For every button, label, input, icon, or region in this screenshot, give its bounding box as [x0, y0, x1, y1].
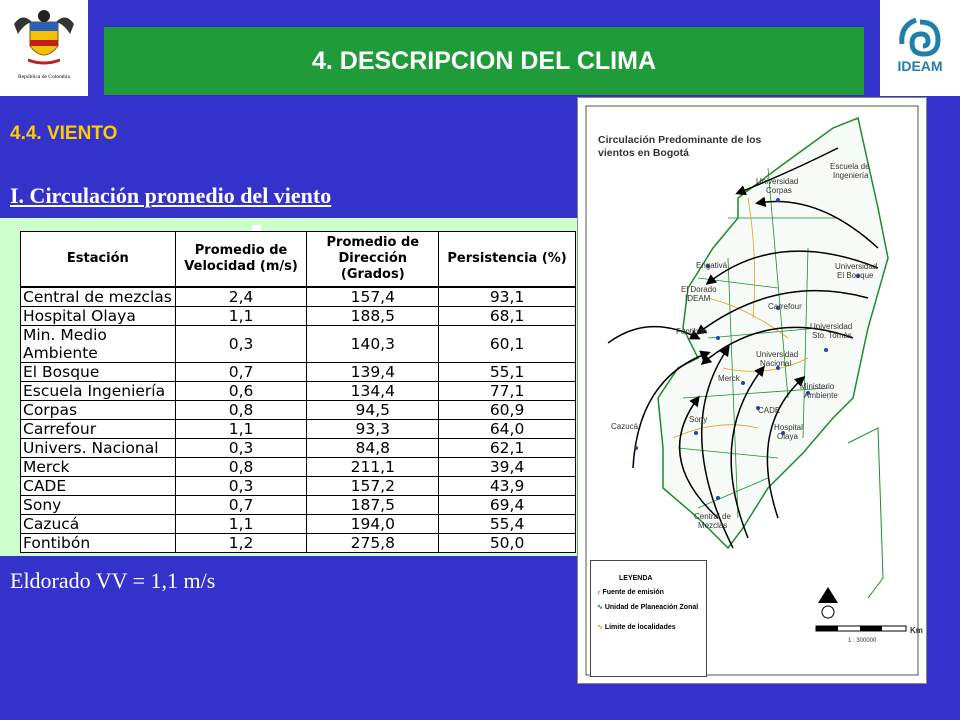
direction-cell: 275,8 [307, 534, 439, 553]
section-heading: I. Circulación promedio del viento [10, 183, 332, 208]
table-row [21, 458, 576, 477]
map-label: Mezclas [698, 521, 728, 530]
persistence-cell: 55,1 [439, 363, 576, 382]
table-row [21, 307, 576, 326]
legend-title: LEYENDA [619, 575, 653, 582]
map-label: Central de [694, 512, 731, 521]
col-direction: Promedio de Dirección (Grados) [307, 232, 439, 288]
direction-cell: 188,5 [307, 307, 439, 326]
persistence-cell: 69,4 [439, 496, 576, 515]
map-label: CADE [758, 406, 781, 415]
speed-cell: 0,7 [175, 363, 307, 382]
map-title: Circulación Predominante de los vientos en Bogotá [598, 134, 762, 159]
speed-cell: 1,1 [175, 307, 307, 326]
station-cell: Univers. Nacional [21, 439, 176, 458]
direction-cell: 194,0 [307, 515, 439, 534]
table-row [21, 401, 576, 420]
upz-line-icon: ∿ [597, 604, 603, 611]
persistence-cell: 60,9 [439, 401, 576, 420]
scale-unit: Km [910, 626, 923, 635]
col-station: Estación [21, 232, 176, 288]
map-label: Fontibón [676, 327, 708, 336]
map-label: Hospital [774, 423, 803, 432]
map-label: Ambiente [804, 391, 838, 400]
map-label: Universidad [835, 262, 878, 271]
station-cell: Merck [21, 458, 176, 477]
direction-cell: 94,5 [307, 401, 439, 420]
station-cell: Cazucá [21, 515, 176, 534]
station-cell: Min. Medio Ambiente [21, 326, 176, 363]
legend-item: ♪ Fuente de emisión [597, 589, 664, 596]
map-label: Ingeniería [833, 171, 869, 180]
map-label: Universidad [756, 350, 799, 359]
station-cell: Sony [21, 496, 176, 515]
direction-cell: 211,1 [307, 458, 439, 477]
station-cell: CADE [21, 477, 176, 496]
table-row [21, 439, 576, 458]
persistence-cell: 60,1 [439, 326, 576, 363]
persistence-cell: 55,4 [439, 515, 576, 534]
speed-cell: 2,4 [175, 287, 307, 307]
direction-cell: 140,3 [307, 326, 439, 363]
direction-cell: 157,4 [307, 287, 439, 307]
scale-ratio: 1 : 300000 [848, 638, 877, 644]
page-title: 4. DESCRIPCION DEL CLIMA [104, 27, 864, 95]
direction-cell: 134,4 [307, 382, 439, 401]
colombia-logo [0, 0, 88, 96]
wind-map [577, 97, 927, 684]
direction-cell: 187,5 [307, 496, 439, 515]
station-cell: Carrefour [21, 420, 176, 439]
wind-table [20, 231, 576, 553]
map-label: Carrefour [768, 302, 802, 311]
ideam-logo [880, 0, 960, 96]
col-speed: Promedio de Velocidad (m/s) [175, 232, 307, 288]
map-label: Corpas [766, 186, 792, 195]
map-label: Nacional [760, 359, 792, 368]
persistence-cell: 77,1 [439, 382, 576, 401]
map-label: Olaya [777, 432, 798, 441]
station-cell: Escuela Ingeniería [21, 382, 176, 401]
map-label: El Bosque [837, 271, 874, 280]
col-persistence: Persistencia (%) [439, 232, 576, 288]
map-label: Sony [689, 415, 708, 424]
station-cell: El Bosque [21, 363, 176, 382]
speed-cell: 1,1 [175, 515, 307, 534]
locality-line-icon: ∿ [597, 624, 603, 631]
station-cell: Central de mezclas [21, 287, 176, 307]
persistence-cell: 39,4 [439, 458, 576, 477]
table-row [21, 287, 576, 307]
speed-cell: 0,6 [175, 382, 307, 401]
persistence-cell: 68,1 [439, 307, 576, 326]
eldorado-note: Eldorado VV = 1,1 m/s [10, 568, 216, 593]
map-label: Sto. Tomás [812, 331, 852, 340]
table-row [21, 420, 576, 439]
map-label: Universidad [810, 322, 853, 331]
map-label: El Dorado [681, 285, 717, 294]
station-cell: Hospital Olaya [21, 307, 176, 326]
speed-cell: 1,1 [175, 420, 307, 439]
map-label: Escuela de [830, 162, 870, 171]
table-row [21, 363, 576, 382]
direction-cell: 139,4 [307, 363, 439, 382]
direction-cell: 157,2 [307, 477, 439, 496]
logo-caption: República de Colombia [18, 74, 70, 80]
speed-cell: 0,8 [175, 401, 307, 420]
persistence-cell: 62,1 [439, 439, 576, 458]
persistence-cell: 50,0 [439, 534, 576, 553]
table-row [21, 477, 576, 496]
table-row [21, 382, 576, 401]
table-row [21, 515, 576, 534]
map-label: Merck [718, 374, 740, 383]
table-header-row [21, 232, 576, 288]
map-legend [590, 560, 707, 677]
map-label: Universidad [756, 177, 799, 186]
speed-cell: 0,3 [175, 439, 307, 458]
station-cell: Fontibón [21, 534, 176, 553]
legend-item: ∿ Límite de localidades [597, 624, 676, 631]
table-row [21, 326, 576, 363]
speed-cell: 0,7 [175, 496, 307, 515]
speed-cell: 0,3 [175, 477, 307, 496]
station-cell: Corpas [21, 401, 176, 420]
map-label: Cazucá [611, 422, 639, 431]
persistence-cell: 43,9 [439, 477, 576, 496]
ideam-label: IDEAM [897, 58, 943, 74]
map-label: IDEAM [685, 294, 711, 303]
map-label: Ministerio [800, 382, 835, 391]
speed-cell: 1,2 [175, 534, 307, 553]
speed-cell: 0,8 [175, 458, 307, 477]
section-subtitle: 4.4. VIENTO [10, 123, 118, 144]
direction-cell: 84,8 [307, 439, 439, 458]
coat-of-arms-icon [0, 0, 88, 96]
persistence-cell: 64,0 [439, 420, 576, 439]
direction-cell: 93,3 [307, 420, 439, 439]
speed-cell: 0,3 [175, 326, 307, 363]
ideam-swirl-icon [880, 0, 960, 96]
table-row [21, 534, 576, 553]
map-label: Engativá [696, 261, 728, 270]
persistence-cell: 93,1 [439, 287, 576, 307]
legend-item: ∿ Unidad de Planeación Zonal [597, 604, 699, 611]
emission-source-icon: ♪ [597, 589, 601, 596]
table-row [21, 496, 576, 515]
